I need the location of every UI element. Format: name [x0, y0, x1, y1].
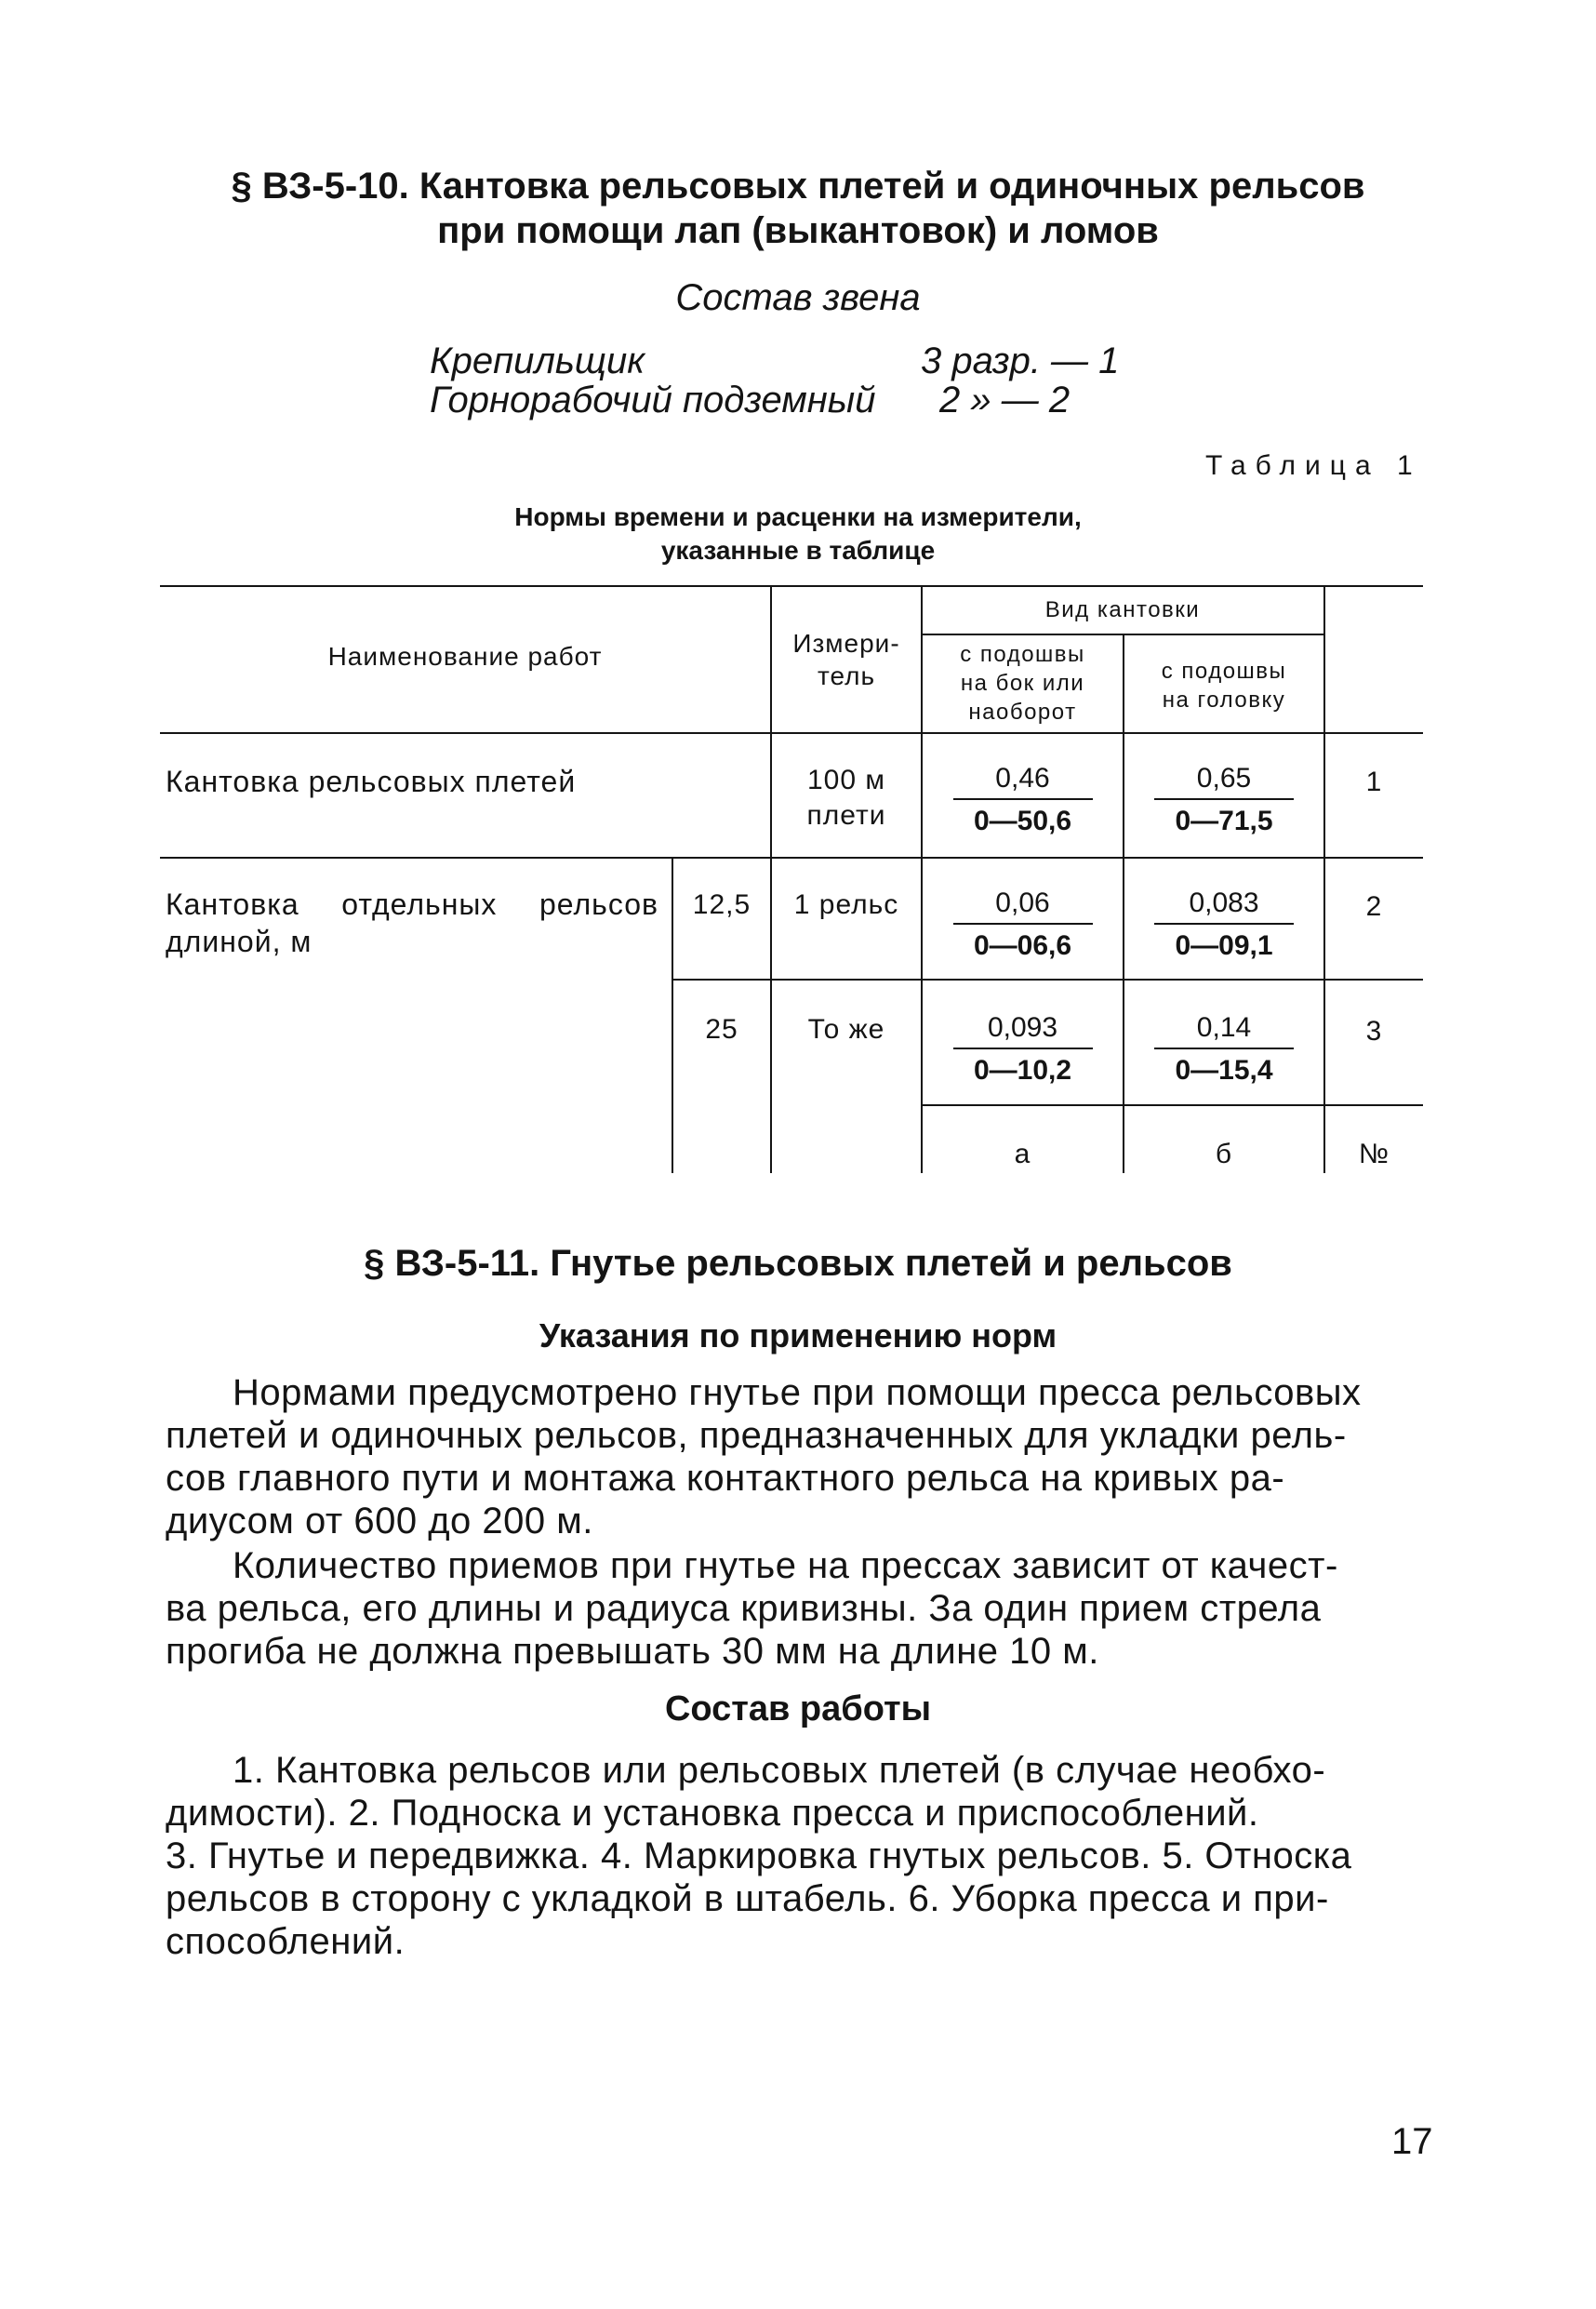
row1-unit: 100 м плети	[806, 765, 886, 831]
row3-b-time: 0,14	[1196, 1012, 1252, 1043]
row1-b-time: 0,65	[1196, 763, 1252, 794]
row3-a-norm	[923, 1014, 1123, 1085]
footer-a: а	[1014, 1139, 1031, 1169]
para3-line: 3. Гнутье и передвижка. 4. Маркировка гнутых рельсов. 5. Относка	[166, 1835, 1352, 1876]
row2-a-rate: 0—06,6	[973, 930, 1072, 961]
crew-worker-2: Горнорабочий подземный	[430, 380, 876, 420]
section1-title-line2: при помощи лап (выкантовок) и ломов	[437, 210, 1159, 251]
header-col-b: с подошвы на головку	[1161, 659, 1287, 714]
para1-line: Нормами предусмотрено гнутье при помощи пресса рельсовых	[233, 1372, 1362, 1413]
work-paragraph	[166, 1749, 1430, 1963]
header-group: Вид кантовки	[1044, 597, 1201, 622]
row2-a-norm	[923, 889, 1123, 960]
row3-a-rate: 0—10,2	[973, 1055, 1072, 1086]
instructions-heading: Указания по применению норм	[539, 1316, 1057, 1355]
para2-line: ва рельса, его длины и радиуса кривизны. За один прием стрела	[166, 1588, 1322, 1629]
row1-a-rate: 0—50,6	[973, 806, 1072, 836]
page-number: 17	[1391, 2121, 1433, 2162]
work-heading: Состав работы	[664, 1689, 932, 1728]
row1-a-time: 0,46	[995, 763, 1050, 794]
table-caption-line2: указанные в таблице	[660, 536, 936, 565]
header-unit: Измери- тель	[792, 629, 900, 690]
row2-b-norm	[1124, 889, 1323, 960]
row2-b-time: 0,083	[1189, 888, 1259, 918]
row1-name: Кантовка рельсовых плетей	[166, 765, 577, 798]
row2-b-rate: 0—09,1	[1175, 930, 1273, 961]
footer-no: №	[1358, 1139, 1390, 1169]
para3-line: рельсов в сторону с укладкой в штабель. 6. Уборка пресса и при-	[166, 1878, 1329, 1919]
row3-a-time: 0,093	[987, 1012, 1058, 1043]
para1-line: сов главного пути и монтажа контактного рельса на кривых ра-	[166, 1458, 1285, 1499]
row3-b-norm	[1124, 1014, 1323, 1085]
table-label: Таблица 1	[1205, 450, 1422, 481]
table-caption-line1: Нормы времени и расценки на измерители,	[514, 502, 1082, 531]
row2-a-time: 0,06	[995, 888, 1050, 918]
row2-length: 12,5	[692, 889, 751, 920]
row3-unit: То же	[807, 1014, 885, 1045]
crew-grade-2: 2 » — 2	[939, 380, 1071, 420]
crew-worker-1: Крепильщик	[430, 340, 645, 381]
para1-line: плетей и одиночных рельсов, предназначенных для укладки рель-	[166, 1415, 1347, 1456]
row2-unit: 1 рельс	[793, 889, 899, 920]
crew-heading: Состав звена	[675, 277, 921, 318]
footer-b: б	[1215, 1139, 1233, 1169]
section2-title: § ВЗ-5-11. Гнутье рельсовых плетей и рельсов	[364, 1243, 1232, 1284]
row1-a-norm	[923, 765, 1123, 835]
row3-no: 3	[1365, 1016, 1383, 1047]
header-col-a: с подошвы на бок или наоборот	[960, 642, 1085, 726]
row2-name: Кантовка отдельных рельсов длиной, м	[166, 888, 658, 958]
instructions-paragraph-2	[166, 1544, 1430, 1673]
header-work-name: Наименование работ	[327, 642, 603, 671]
row3-length: 25	[705, 1014, 738, 1045]
section1-title-line1: § ВЗ-5-10. Кантовка рельсовых плетей и одиночных рельсов	[231, 166, 1365, 207]
instructions-paragraph-1	[166, 1371, 1430, 1542]
row1-b-rate: 0—71,5	[1175, 806, 1273, 836]
para2-line: Количество приемов при гнутье на прессах зависит от качест-	[233, 1545, 1338, 1586]
crew-grade-1: 3 разр. — 1	[921, 340, 1120, 381]
para3-line: димости). 2. Подноска и установка пресса и приспособлений.	[166, 1793, 1259, 1834]
para3-line: 1. Кантовка рельсов или рельсовых плетей (в случае необхо-	[233, 1750, 1326, 1791]
row3-b-rate: 0—15,4	[1175, 1055, 1273, 1086]
row2-no: 2	[1365, 891, 1383, 922]
row1-b-norm	[1124, 765, 1323, 835]
para2-line: прогиба не должна превышать 30 мм на длине 10 м.	[166, 1631, 1099, 1672]
para3-line: способлений.	[166, 1921, 406, 1962]
para1-line: диусом от 600 до 200 м.	[166, 1501, 593, 1542]
row1-no: 1	[1365, 767, 1383, 797]
